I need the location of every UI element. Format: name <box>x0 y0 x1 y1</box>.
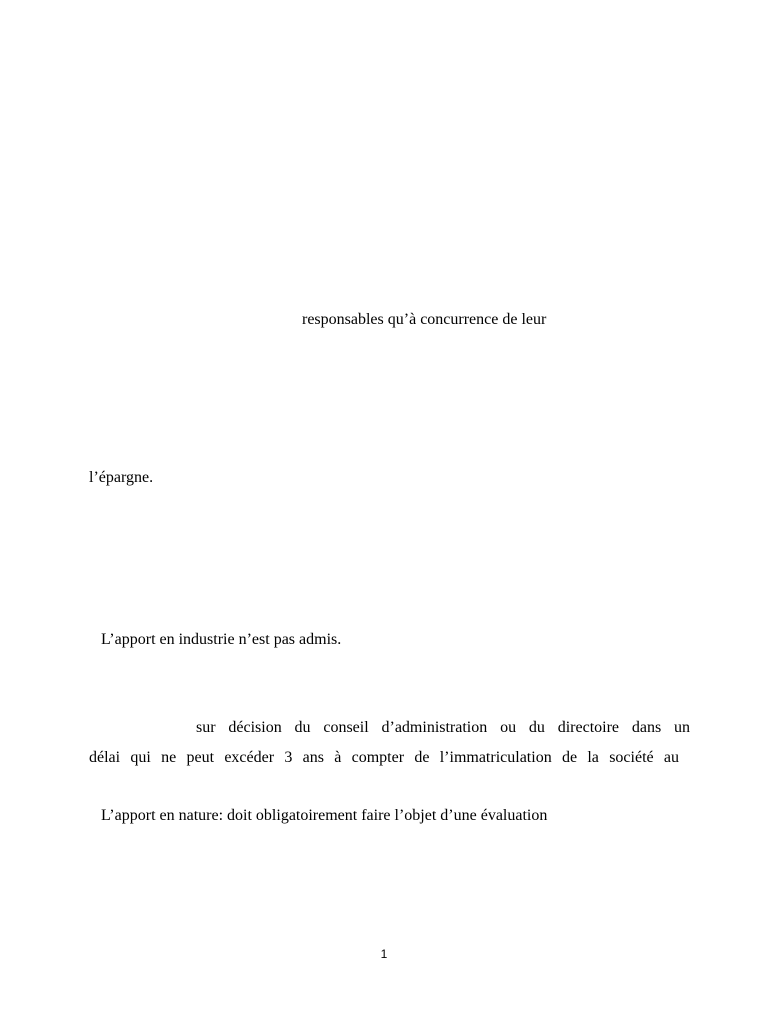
text-line-apport-industrie: L’apport en industrie n’est pas admis. <box>101 631 342 648</box>
text-line-apport-nature: L’apport en nature: doit obligatoirement faire l’objet d’une évaluation <box>101 807 548 824</box>
page-number: 1 <box>380 947 388 961</box>
text-line-epargne: l’épargne. <box>89 469 154 486</box>
text-line-delai: délai qui ne peut excéder 3 ans à compter de l’immatriculation de la société au <box>89 749 679 766</box>
text-line-decision-conseil: sur décision du conseil d’administration ou du directoire dans un <box>196 719 690 736</box>
text-line-responsables: responsables qu’à concurrence de leur <box>302 311 547 328</box>
